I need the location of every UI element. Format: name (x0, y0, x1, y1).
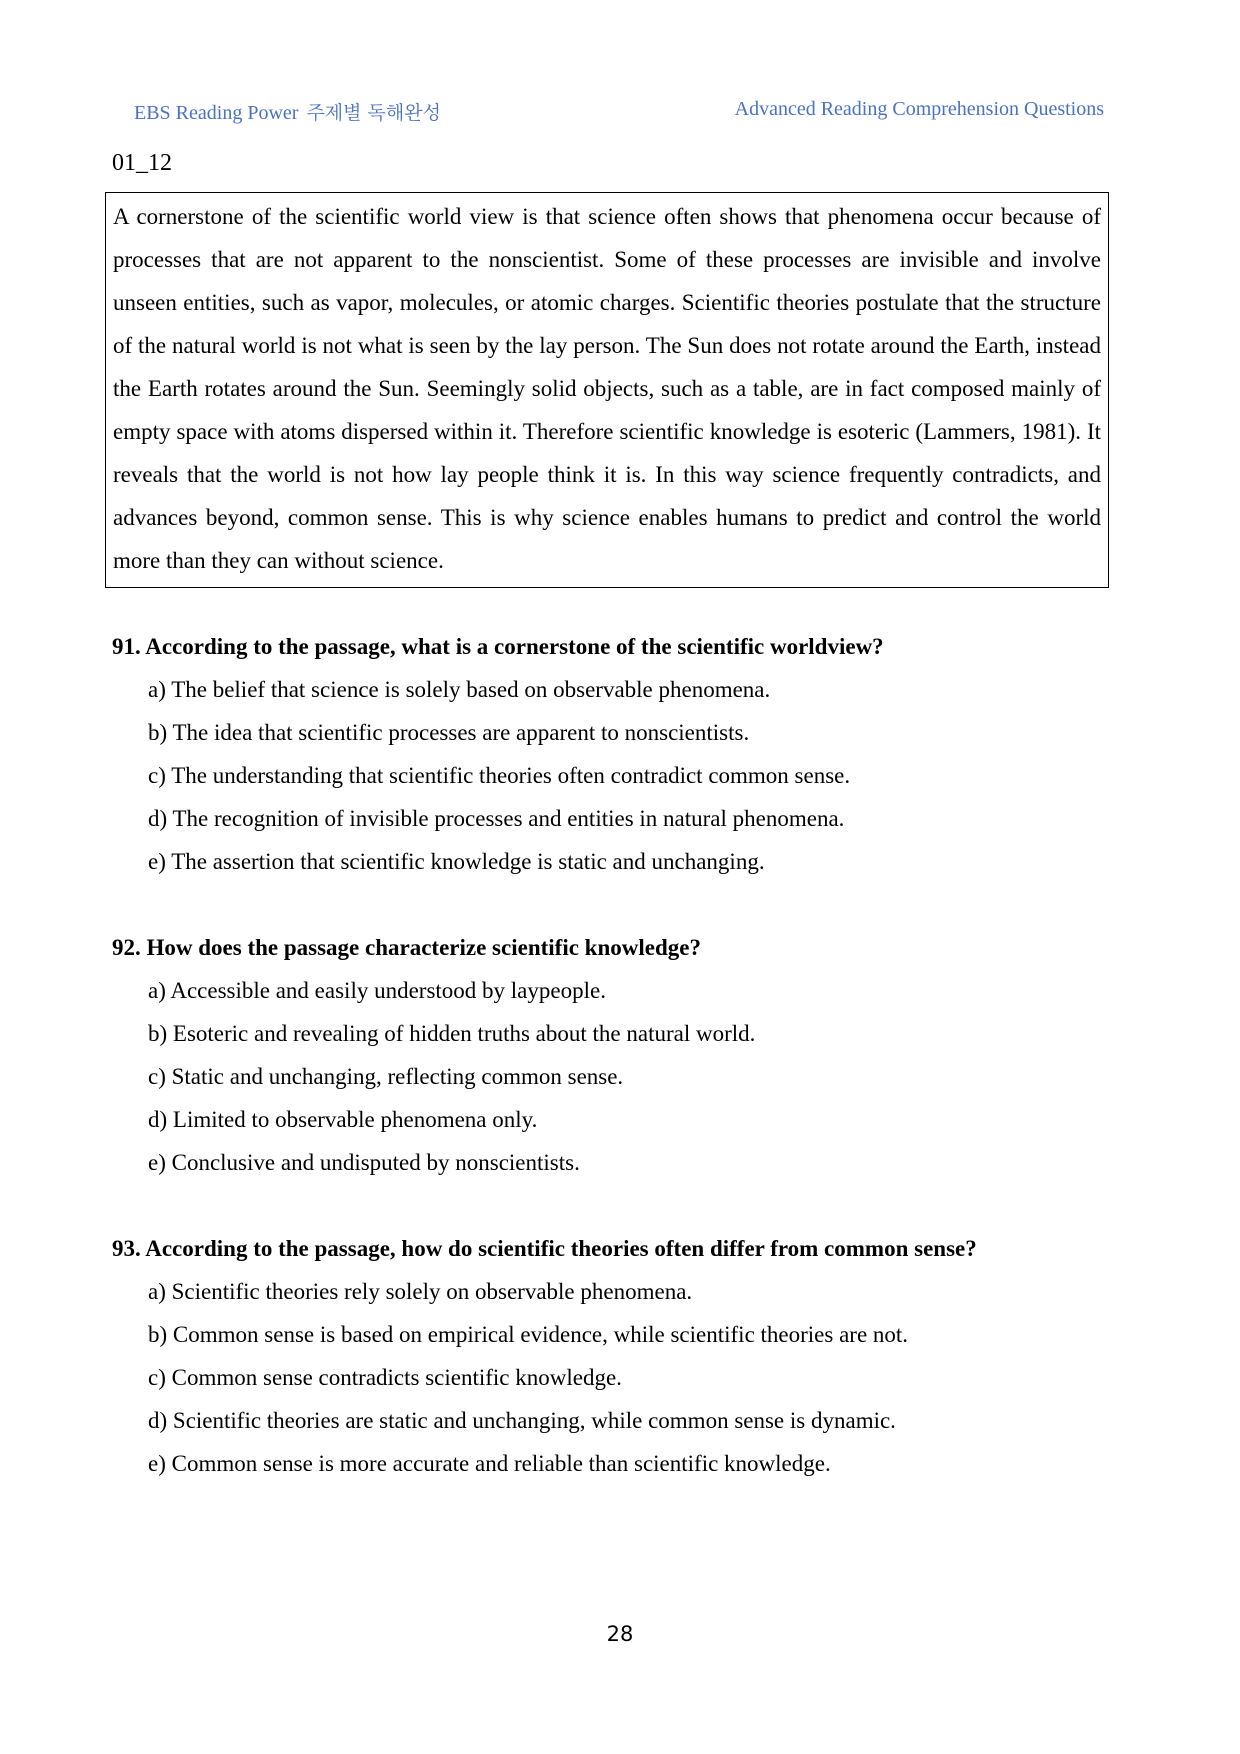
question-93 (112, 1227, 1112, 1485)
header-left (134, 98, 441, 125)
passage-id: 01_12 (112, 150, 172, 176)
option-list (112, 969, 1112, 1184)
question-stem: 91. According to the passage, what is a cornerstone of the scientific worldview? (112, 634, 884, 659)
option-list (112, 668, 1112, 883)
option-c: c) The understanding that scientific theories often contradict common sense. (148, 763, 851, 788)
option-e: e) Conclusive and undisputed by nonscientists. (148, 1150, 580, 1175)
option-e: e) Common sense is more accurate and reliable than scientific knowledge. (148, 1451, 831, 1476)
option-b: b) Common sense is based on empirical evidence, while scientific theories are not. (148, 1322, 909, 1347)
option-c: c) Static and unchanging, reflecting common sense. (148, 1064, 624, 1089)
question-91 (112, 625, 1112, 883)
question-stem: 93. According to the passage, how do scientific theories often differ from common sense? (112, 1236, 977, 1261)
question-stem: 92. How does the passage characterize scientific knowledge? (112, 935, 701, 960)
option-a: a) The belief that science is solely based on observable phenomena. (148, 677, 771, 702)
header-book-title: EBS Reading Power (134, 102, 299, 124)
passage-text: A cornerstone of the scientific world view is that science often shows that phenomena occur because of processes that are not apparent to the nonscientist. Some of these processes are invisible and involve unseen entities, such as vapor, molecules, or atomic charges. Scientific theories postulate that the structure of the natural world is not what is seen by the lay person. The Sun does not rotate around the Earth, instead the Earth rotates around the Sun. Seemingly solid objects, such as a table, are in fact composed mainly of empty space with atoms dispersed within it. Therefore scientific knowledge is esoteric (Lammers, 1981). It reveals that the world is not how lay people think it is. In this way science frequently contradicts, and advances beyond, common sense. This is why science enables humans to predict and control the world more than they can without science. (113, 204, 1101, 573)
option-a: a) Scientific theories rely solely on observable phenomena. (148, 1279, 693, 1304)
option-b: b) The idea that scientific processes are apparent to nonscientists. (148, 720, 750, 745)
option-c: c) Common sense contradicts scientific knowledge. (148, 1365, 622, 1390)
question-92 (112, 926, 1112, 1184)
passage-box (105, 192, 1109, 588)
header-section-title: Advanced Reading Comprehension Questions (734, 98, 1104, 120)
option-list (112, 1270, 1112, 1485)
option-a: a) Accessible and easily understood by laypeople. (148, 978, 606, 1003)
question-list (112, 625, 1112, 1528)
option-b: b) Esoteric and revealing of hidden truths about the natural world. (148, 1021, 756, 1046)
page-header (134, 98, 1104, 128)
option-d: d) Scientific theories are static and unchanging, while common sense is dynamic. (148, 1408, 896, 1433)
option-d: d) Limited to observable phenomena only. (148, 1107, 538, 1132)
option-e: e) The assertion that scientific knowledge is static and unchanging. (148, 849, 765, 874)
option-d: d) The recognition of invisible processes and entities in natural phenomena. (148, 806, 845, 831)
header-korean-subtitle: 주제별 독해완성 (306, 102, 441, 124)
page-number: 28 (606, 1622, 634, 1646)
